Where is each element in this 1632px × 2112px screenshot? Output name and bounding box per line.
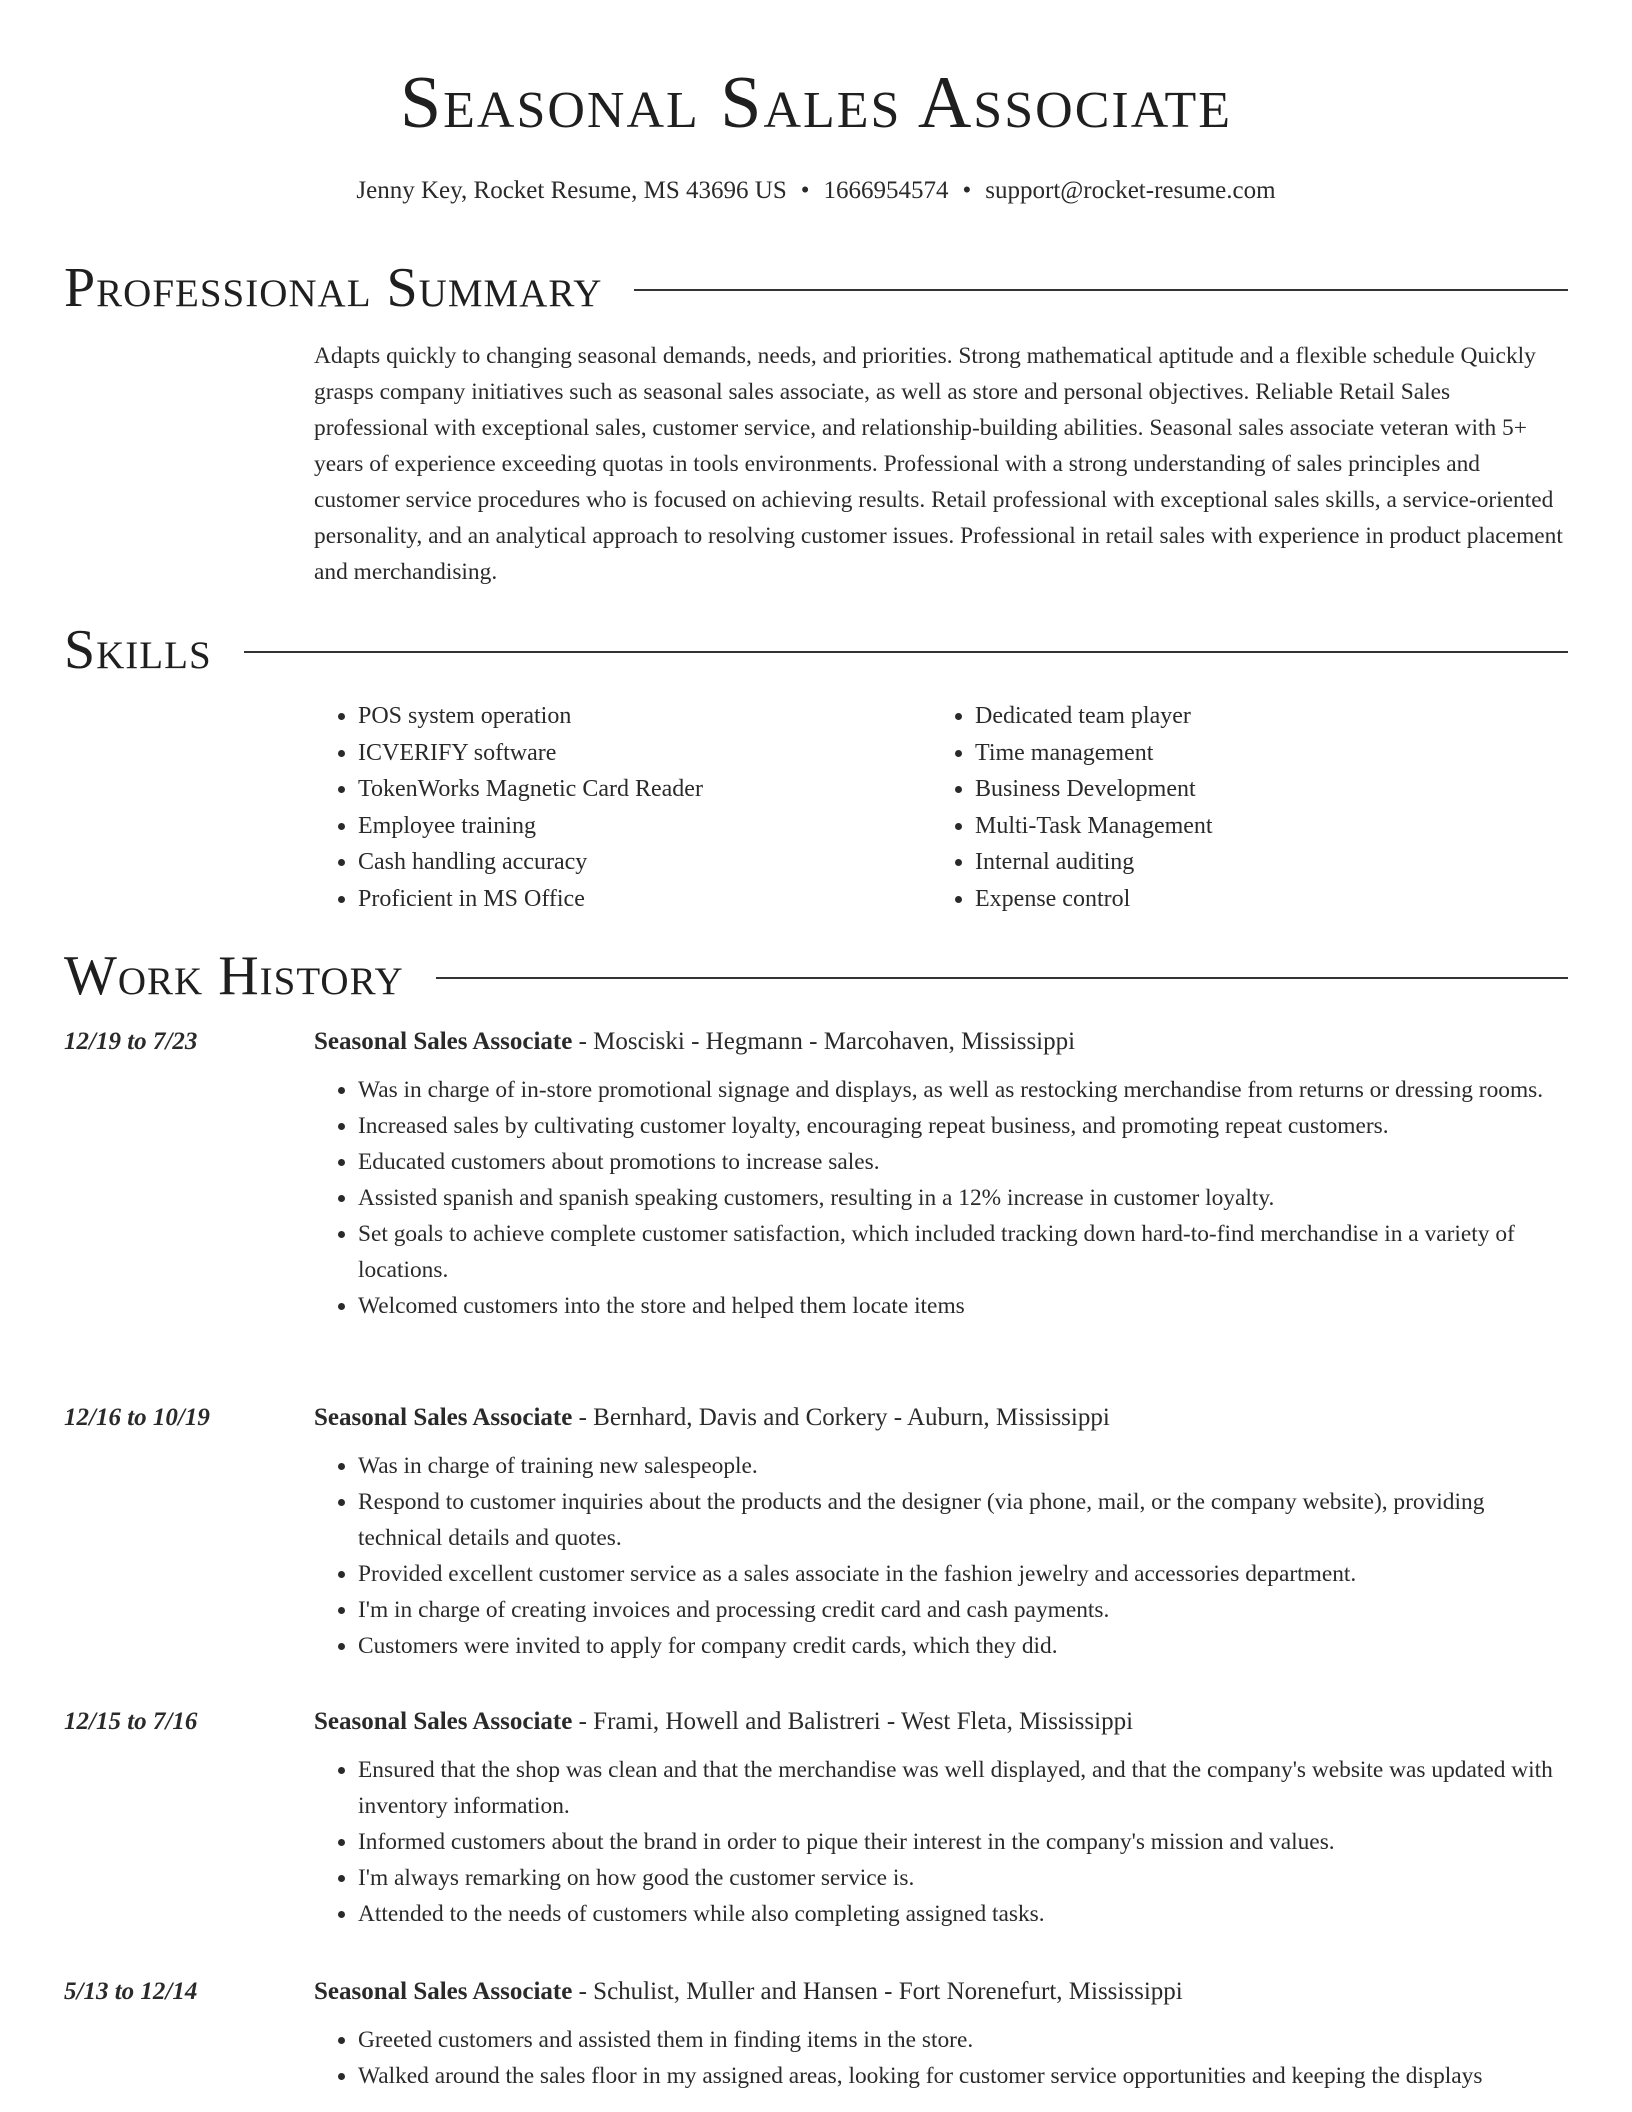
job-duty: • Assisted spanish and spanish speaking customers, resulting in a 12% increase in customer loyalty.	[358, 1180, 1568, 1216]
work-history-heading: Work History	[64, 945, 404, 1007]
job-dates: 5/13 to 12/14	[64, 1978, 198, 2005]
contact-address: Jenny Key, Rocket Resume, MS 43696 US	[356, 177, 787, 204]
contact-phone: 1666954574	[823, 177, 949, 204]
job-duty: • Was in charge of training new salespeople.	[358, 1448, 1568, 1484]
job-role: Seasonal Sales Associate	[314, 1978, 573, 2005]
skills-list	[314, 698, 1568, 917]
job-role: Seasonal Sales Associate	[314, 1404, 573, 1431]
job-heading	[314, 1974, 1183, 2010]
skill-item: • Time management	[975, 735, 1548, 772]
job-duty: • Ensured that the shop was clean and that the merchandise was well displayed, and that the company's website was updated with inventory information.	[358, 1752, 1568, 1824]
skill-item: • Multi-Task Management	[975, 808, 1548, 845]
job-company-location: - Schulist, Muller and Hansen - Fort Norenefurt, Mississippi	[572, 1978, 1183, 2005]
summary-section-header	[64, 256, 1568, 320]
contact-separator: •	[800, 177, 810, 204]
skill-item: • Cash handling accuracy	[358, 844, 931, 881]
job-role: Seasonal Sales Associate	[314, 1708, 573, 1735]
skill-item: • Proficient in MS Office	[358, 881, 931, 918]
section-divider	[634, 289, 1568, 291]
job-duties	[314, 1072, 1568, 1324]
job-duties	[314, 1448, 1568, 1664]
job-duty: • I'm in charge of creating invoices and processing credit card and cash payments.	[358, 1592, 1568, 1628]
skill-item: • POS system operation	[358, 698, 931, 735]
job-duty: • Respond to customer inquiries about the products and the designer (via phone, mail, or the company website), providing technical details and quotes.	[358, 1484, 1568, 1556]
contact-line	[64, 174, 1568, 208]
job-duty: • Set goals to achieve complete customer satisfaction, which included tracking down hard-to-find merchandise in a variety of locations.	[358, 1216, 1568, 1288]
job-duty: • Increased sales by cultivating customer loyalty, encouraging repeat business, and promoting repeat customers.	[358, 1108, 1568, 1144]
section-divider	[244, 651, 1568, 653]
skill-item: • TokenWorks Magnetic Card Reader	[358, 771, 931, 808]
skill-item: • Employee training	[358, 808, 931, 845]
skills-heading: Skills	[64, 619, 212, 681]
skill-item: • Business Development	[975, 771, 1548, 808]
job-heading	[314, 1704, 1133, 1740]
skills-section-header	[64, 618, 1568, 682]
job-duty: • Was in charge of in-store promotional signage and displays, as well as restocking merchandise from returns or dressing rooms.	[358, 1072, 1568, 1108]
skill-item: • Expense control	[975, 881, 1548, 918]
job-duty: • Customers were invited to apply for company credit cards, which they did.	[358, 1628, 1568, 1664]
summary-text: Adapts quickly to changing seasonal demands, needs, and priorities. Strong mathematical aptitude and a flexible schedule Quickly grasps company initiatives such as seasonal sales associate, as well as store and personal objectives. Reliable Retail Sales professional with exceptional sales, customer service, and relationship-building abilities. Seasonal sales associate veteran with 5+ years of experience exceeding quotas in tools environments. Professional with a strong understanding of sales principles and customer service procedures who is focused on achieving results. Retail professional with exceptional sales skills, a service-oriented personality, and an analytical approach to resolving customer issues. Professional in retail sales with experience in product placement and merchandising.	[314, 343, 1563, 585]
contact-separator: •	[962, 177, 972, 204]
job-heading	[314, 1400, 1110, 1436]
job-duty: • Informed customers about the brand in order to pique their interest in the company's mission and values.	[358, 1824, 1568, 1860]
skill-item: • ICVERIFY software	[358, 735, 931, 772]
section-divider	[436, 977, 1568, 979]
job-dates: 12/16 to 10/19	[64, 1404, 210, 1431]
job-duties	[314, 2022, 1568, 2094]
job-duty: • Provided excellent customer service as a sales associate in the fashion jewelry and accessories department.	[358, 1556, 1568, 1592]
job-dates: 12/19 to 7/23	[64, 1028, 198, 1055]
job-duty: • Welcomed customers into the store and helped them locate items	[358, 1288, 1568, 1324]
job-company-location: - Mosciski - Hegmann - Marcohaven, Mississippi	[572, 1028, 1076, 1055]
skills-column-right	[931, 698, 1548, 917]
job-duty: • Educated customers about promotions to increase sales.	[358, 1144, 1568, 1180]
job-duty: • I'm always remarking on how good the customer service is.	[358, 1860, 1568, 1896]
job-duty: • Attended to the needs of customers while also completing assigned tasks.	[358, 1896, 1568, 1932]
contact-email: support@rocket-resume.com	[985, 177, 1276, 204]
job-duty: • Greeted customers and assisted them in finding items in the store.	[358, 2022, 1568, 2058]
job-company-location: - Bernhard, Davis and Corkery - Auburn, Mississippi	[572, 1404, 1110, 1431]
job-company-location: - Frami, Howell and Balistreri - West Fleta, Mississippi	[572, 1708, 1134, 1735]
job-role: Seasonal Sales Associate	[314, 1028, 573, 1055]
resume-title: Seasonal Sales Associate	[399, 62, 1233, 144]
job-duty: • Walked around the sales floor in my assigned areas, looking for customer service opportunities and keeping the displays	[358, 2058, 1568, 2094]
summary-heading: Professional Summary	[64, 257, 603, 319]
job-duties	[314, 1752, 1568, 1932]
work-history-section-header	[64, 944, 1568, 1008]
skill-item: • Internal auditing	[975, 844, 1548, 881]
skill-item: • Dedicated team player	[975, 698, 1548, 735]
job-dates: 12/15 to 7/16	[64, 1708, 198, 1735]
job-heading	[314, 1024, 1075, 1060]
skills-column-left	[314, 698, 931, 917]
